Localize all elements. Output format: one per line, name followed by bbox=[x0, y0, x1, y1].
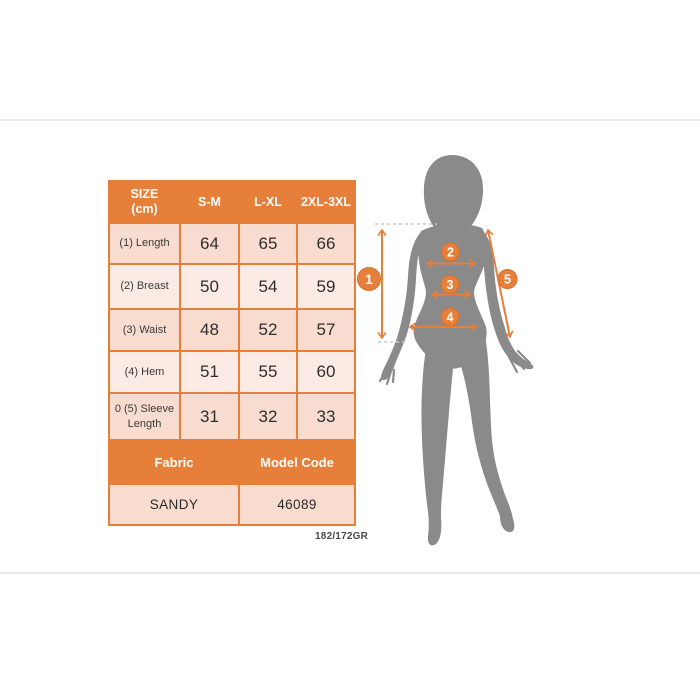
value-hem-2xl3xl: 60 bbox=[297, 351, 355, 393]
marker-5-number: 5 bbox=[503, 271, 512, 287]
silhouette-left-arm bbox=[381, 232, 425, 380]
value-sleeve-2xl3xl: 33 bbox=[297, 393, 355, 440]
marker-3-number: 3 bbox=[446, 278, 454, 292]
value-breast-sm: 50 bbox=[180, 264, 239, 309]
silhouette-left-leg bbox=[421, 334, 455, 545]
model-code-value: 46089 bbox=[239, 484, 355, 525]
marker-2-number: 2 bbox=[447, 245, 454, 260]
header-size-cm-label: SIZE (cm) bbox=[130, 187, 159, 216]
row-label-length: (1) Length bbox=[109, 223, 180, 264]
row-label-hem: (4) Hem bbox=[109, 351, 180, 393]
value-length-sm: 64 bbox=[180, 223, 239, 264]
value-breast-lxl: 54 bbox=[239, 264, 297, 309]
woman-silhouette bbox=[380, 155, 533, 545]
value-waist-2xl3xl: 57 bbox=[297, 309, 355, 351]
header-s-m-label: S-M bbox=[198, 194, 221, 209]
value-hem-lxl: 55 bbox=[239, 351, 297, 393]
silhouette-right-leg bbox=[456, 330, 514, 532]
value-sleeve-lxl: 32 bbox=[239, 393, 297, 440]
row-label-sleeve-text: 0 (5) Sleeve Length bbox=[114, 403, 175, 430]
header-l-xl-label: L-XL bbox=[254, 194, 282, 209]
value-length-2xl3xl: 66 bbox=[297, 223, 355, 264]
value-length-lxl: 65 bbox=[239, 223, 297, 264]
fabric-header: Fabric bbox=[109, 440, 239, 484]
model-code-header: Model Code bbox=[239, 440, 355, 484]
value-breast-2xl3xl: 59 bbox=[297, 264, 355, 309]
marker-1-number: 1 bbox=[365, 271, 373, 287]
row-label-waist: (3) Waist bbox=[109, 309, 180, 351]
header-2xl-3xl-label: 2XL-3XL bbox=[300, 194, 351, 209]
fabric-value: SANDY bbox=[109, 484, 239, 525]
value-waist-sm: 48 bbox=[180, 309, 239, 351]
row-label-breast: (2) Breast bbox=[109, 264, 180, 309]
value-sleeve-sm: 31 bbox=[180, 393, 239, 440]
ref-code: 182/172GR bbox=[315, 531, 368, 542]
marker-4-number: 4 bbox=[446, 310, 454, 325]
value-waist-lxl: 52 bbox=[239, 309, 297, 351]
value-hem-sm: 51 bbox=[180, 351, 239, 393]
